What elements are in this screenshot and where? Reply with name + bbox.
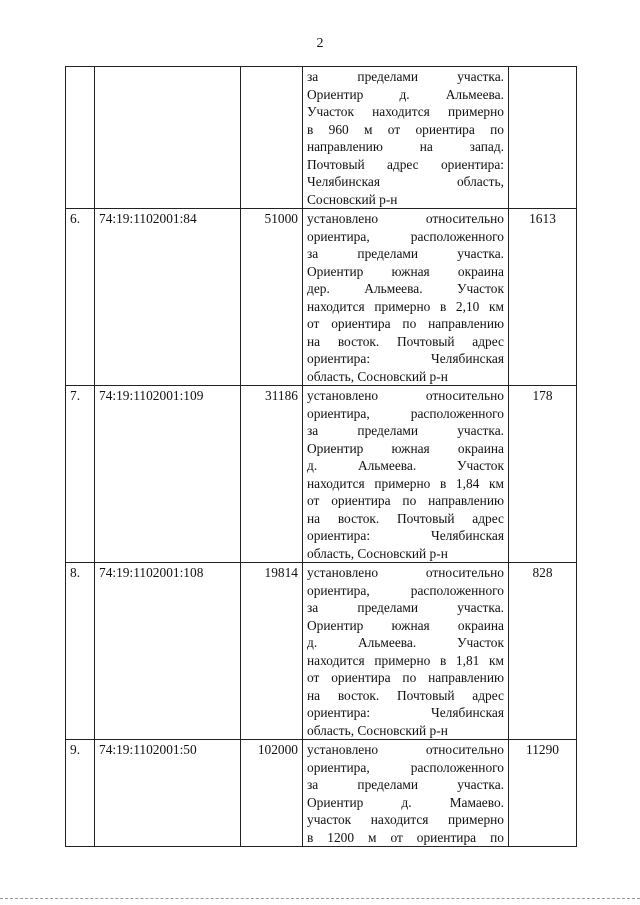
location-word: Ориентир: [307, 86, 364, 102]
location-word: участка.: [457, 423, 504, 438]
location-text-line: [307, 138, 504, 156]
location-word: пределами: [357, 246, 419, 261]
location-word: расположенного: [410, 405, 504, 421]
location-word: установлено: [307, 388, 379, 403]
table-row: [66, 386, 577, 563]
location-word: на: [307, 510, 321, 526]
location-word: по: [490, 121, 504, 137]
location-word: м: [364, 121, 373, 137]
cadastral-number-cell: 74:19:1102001:109: [95, 386, 241, 563]
location-word: относительно: [425, 388, 504, 403]
location-text-line: [307, 457, 504, 475]
location-text-line: [307, 440, 504, 458]
land-plots-table: [65, 66, 577, 847]
location-word: восток.: [337, 687, 380, 703]
location-text-line: [307, 634, 504, 652]
row-number-cell: 7.: [66, 386, 95, 563]
location-word: Ориентир: [307, 263, 364, 279]
row-number-cell: 9.: [66, 740, 95, 847]
location-word: ориентира,: [307, 582, 370, 598]
location-word: адрес: [472, 333, 504, 349]
location-word: находится примерно в 1,81 км: [307, 652, 504, 668]
location-description-cell: [303, 563, 509, 740]
location-word: за: [307, 600, 319, 615]
distance-cell: 178: [509, 386, 577, 563]
location-text-line: [307, 263, 504, 281]
location-word: 960: [328, 121, 349, 137]
location-word: установлено: [307, 565, 379, 580]
location-text-line: [307, 704, 504, 722]
location-word: установлено: [307, 742, 379, 757]
cadastral-number-cell: 74:19:1102001:108: [95, 563, 241, 740]
area-cell: 31186: [241, 386, 303, 563]
table-row: [66, 563, 577, 740]
location-word: по: [490, 829, 504, 845]
location-word: участка.: [457, 69, 504, 84]
location-word: относительно: [425, 742, 504, 757]
location-text-line: [307, 617, 504, 635]
row-number-cell: 6.: [66, 209, 95, 386]
location-word: Альмеева.: [445, 86, 504, 102]
location-word: участок находится примерно: [307, 812, 504, 827]
location-word: пределами: [357, 423, 419, 438]
location-word: ориентира: [415, 121, 475, 137]
location-word: на: [307, 333, 321, 349]
location-word: пределами: [357, 69, 419, 84]
location-word: пределами: [357, 600, 419, 615]
location-word: Челябинская: [431, 528, 504, 543]
location-word: Ориентир: [307, 440, 364, 456]
location-description-cell: [303, 67, 509, 209]
location-word: д.: [401, 794, 412, 810]
location-word: область, Сосновский р-н: [307, 545, 448, 561]
distance-cell: 1613: [509, 209, 577, 386]
location-word: участка.: [457, 777, 504, 792]
location-text-line: [307, 741, 504, 759]
location-word: Почтовый: [396, 687, 455, 703]
location-word: находится примерно в 1,84 км: [307, 475, 504, 491]
table-body: [66, 67, 577, 847]
location-word: за: [307, 423, 319, 438]
location-word: д.: [399, 86, 410, 102]
location-text-line: [307, 794, 504, 812]
location-word: южная: [391, 617, 430, 633]
location-word: относительно: [425, 565, 504, 580]
location-word: Почтовый: [396, 510, 455, 526]
location-word: окраина: [457, 263, 504, 279]
location-text-line: [307, 210, 504, 228]
location-text-line: [307, 759, 504, 777]
location-word: Сосновский р-н: [307, 191, 398, 207]
location-word: Ориентир: [307, 794, 364, 810]
location-word: область,: [456, 174, 504, 189]
location-word: Альмеева.: [357, 635, 417, 650]
area-cell: 19814: [241, 563, 303, 740]
table-row: [66, 67, 577, 209]
location-text-line: [307, 333, 504, 351]
location-word: окраина: [457, 617, 504, 633]
location-word: Почтовый: [396, 333, 455, 349]
location-word: находится примерно в 2,10 км: [307, 298, 504, 314]
location-text-line: [307, 280, 504, 298]
location-text-line: [307, 510, 504, 528]
location-text-line: [307, 829, 504, 847]
location-word: ориентира,: [307, 405, 370, 421]
location-word: ориентира:: [307, 705, 371, 720]
location-word: южная: [391, 263, 430, 279]
location-text-line: [307, 387, 504, 405]
location-word: область, Сосновский р-н: [307, 722, 448, 738]
location-text-line: [307, 545, 504, 563]
location-word: ориентира: [416, 829, 477, 845]
location-text-line: [307, 68, 504, 86]
location-word: ориентира,: [307, 759, 370, 775]
location-text-line: [307, 492, 504, 510]
location-word: ориентира:: [307, 528, 371, 543]
location-word: Участок: [457, 635, 504, 650]
location-word: в: [307, 829, 314, 845]
location-word: восток.: [337, 510, 380, 526]
row-number-cell: 8.: [66, 563, 95, 740]
location-text-line: [307, 722, 504, 740]
location-text-line: [307, 776, 504, 794]
location-description-cell: [303, 386, 509, 563]
location-text-line: [307, 599, 504, 617]
location-word: пределами: [357, 777, 419, 792]
location-text-line: [307, 298, 504, 316]
location-word: Участок находится примерно: [307, 104, 504, 119]
location-word: м: [368, 829, 377, 845]
location-word: область, Сосновский р-н: [307, 368, 448, 384]
location-text-line: [307, 582, 504, 600]
location-text-line: [307, 811, 504, 829]
location-text-line: [307, 527, 504, 545]
location-word: Почтовый адрес ориентира:: [307, 156, 504, 172]
location-text-line: [307, 669, 504, 687]
location-word: относительно: [425, 211, 504, 226]
location-text-line: [307, 86, 504, 104]
location-word: направлению: [307, 139, 383, 154]
location-word: на: [307, 687, 321, 703]
location-word: расположенного: [410, 228, 504, 244]
location-word: дер.: [307, 281, 330, 296]
location-word: установлено: [307, 211, 379, 226]
location-word: Челябинская: [307, 174, 380, 189]
location-word: ориентира,: [307, 228, 370, 244]
page-bottom-rule: [0, 898, 640, 899]
location-word: от ориентира по направлению: [307, 670, 504, 685]
location-word: Альмеева.: [357, 458, 417, 473]
location-word: на: [419, 139, 433, 154]
row-number-cell: [66, 67, 95, 209]
location-word: от: [390, 829, 403, 845]
location-word: расположенного: [410, 759, 504, 775]
location-word: ориентира:: [307, 351, 371, 366]
location-word: от: [387, 121, 401, 137]
location-word: участка.: [457, 600, 504, 615]
location-text-line: [307, 156, 504, 174]
location-word: за: [307, 777, 319, 792]
cadastral-number-cell: 74:19:1102001:84: [95, 209, 241, 386]
location-word: запад.: [469, 139, 504, 154]
location-word: в: [307, 121, 314, 137]
distance-cell: 828: [509, 563, 577, 740]
cadastral-number-cell: [95, 67, 241, 209]
distance-cell: 11290: [509, 740, 577, 847]
location-word: д.: [307, 635, 318, 650]
area-cell: [241, 67, 303, 209]
location-word: за: [307, 246, 319, 261]
location-text-line: [307, 245, 504, 263]
location-word: Челябинская: [431, 705, 504, 720]
location-word: Альмеева.: [364, 281, 423, 296]
location-word: Ориентир: [307, 617, 364, 633]
location-word: д.: [307, 458, 318, 473]
location-word: от ориентира по направлению: [307, 316, 504, 331]
location-text-line: [307, 405, 504, 423]
location-word: за: [307, 69, 319, 84]
location-text-line: [307, 422, 504, 440]
location-text-line: [307, 475, 504, 493]
page-number: 2: [316, 36, 324, 51]
location-word: участка.: [457, 246, 504, 261]
location-text-line: [307, 191, 504, 209]
table-row: [66, 740, 577, 847]
location-word: адрес: [472, 510, 504, 526]
location-description-cell: [303, 740, 509, 847]
location-text-line: [307, 173, 504, 191]
location-text-line: [307, 121, 504, 139]
location-text-line: [307, 687, 504, 705]
area-cell: 102000: [241, 740, 303, 847]
location-word: расположенного: [410, 582, 504, 598]
location-text-line: [307, 315, 504, 333]
location-text-line: [307, 368, 504, 386]
location-word: южная: [391, 440, 430, 456]
location-word: 1200: [327, 829, 355, 845]
location-word: Мамаево.: [449, 794, 504, 810]
table-row: [66, 209, 577, 386]
location-word: окраина: [457, 440, 504, 456]
location-word: от ориентира по направлению: [307, 493, 504, 508]
location-text-line: [307, 350, 504, 368]
cadastral-number-cell: 74:19:1102001:50: [95, 740, 241, 847]
location-text-line: [307, 228, 504, 246]
location-description-cell: [303, 209, 509, 386]
location-word: адрес: [472, 687, 504, 703]
location-word: Участок: [457, 281, 504, 296]
location-word: Участок: [457, 458, 504, 473]
location-text-line: [307, 103, 504, 121]
area-cell: 51000: [241, 209, 303, 386]
distance-cell: [509, 67, 577, 209]
location-text-line: [307, 652, 504, 670]
location-word: восток.: [337, 333, 380, 349]
location-word: Челябинская: [431, 351, 504, 366]
location-text-line: [307, 564, 504, 582]
